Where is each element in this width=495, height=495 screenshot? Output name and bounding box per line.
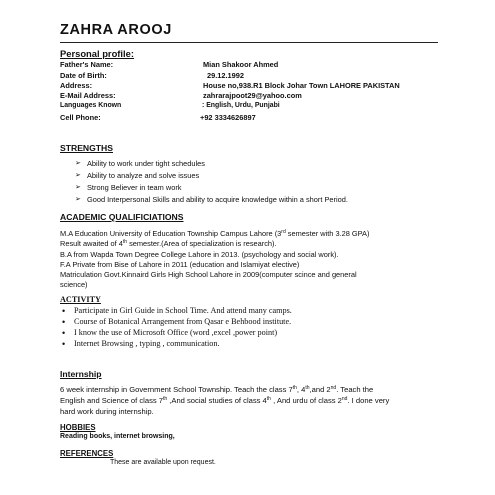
activity-item: Participate in Girl Guide in School Time. And attend many camps. xyxy=(74,306,292,315)
strengths-heading: STRENGTHS xyxy=(60,143,113,153)
activity-heading: ACTIVITY xyxy=(60,295,101,304)
personal-profile-heading: Personal profile: xyxy=(60,48,134,59)
internship-line: hard work during internship. xyxy=(60,407,154,416)
academic-line: M.A Education University of Education Township Campus Lahore (3rd semester with 3.28 GPA) xyxy=(60,229,370,238)
activity-item: Internet Browsing , typing , communication. xyxy=(74,339,220,348)
dot-bullet-icon: • xyxy=(62,339,66,349)
address-label: Address: xyxy=(60,81,93,90)
references-text: These are available upon request. xyxy=(110,459,216,466)
academic-line: Result awaited of 4th semester.(Area of specialization is research). xyxy=(60,239,277,248)
academic-line: science) xyxy=(60,280,88,289)
hobbies-heading: HOBBIES xyxy=(60,423,96,432)
activity-item: I know the use of Microsoft Office (word ,excel ,power point) xyxy=(74,328,278,337)
languages-value: : English, Urdu, Punjabi xyxy=(202,102,280,109)
cell-phone-value: +92 3334626897 xyxy=(200,113,256,122)
cell-phone-label: Cell Phone: xyxy=(60,113,101,122)
academic-line: Matriculation Govt.Kinnaird Girls High School Lahore in 2009(computer scince and general xyxy=(60,270,357,279)
strength-item: Ability to work under tight schedules xyxy=(87,159,205,168)
academic-heading: ACADEMIC QUALIFICIATIONS xyxy=(60,212,184,222)
arrow-bullet-icon: ➢ xyxy=(75,160,81,167)
languages-label: Languages Known xyxy=(60,102,122,109)
dot-bullet-icon: • xyxy=(62,306,66,316)
internship-line: 6 week internship in Government School Township. Teach the class 7th, 4th,and 2nd. Teach the xyxy=(60,385,374,394)
dot-bullet-icon: • xyxy=(62,328,66,338)
email-value: zahrarajpoot29@yahoo.com xyxy=(203,91,302,100)
dot-bullet-icon: • xyxy=(62,317,66,327)
arrow-bullet-icon: ➢ xyxy=(75,184,81,191)
dob-value: 29.12.1992 xyxy=(207,71,244,80)
academic-line: B.A from Wapda Town Degree College Lahore in 2013. (psychology and social work). xyxy=(60,250,339,259)
internship-heading: Internship xyxy=(60,369,102,379)
activity-item: Course of Botanical Arrangement from Qasar e Behbood institute. xyxy=(74,317,292,326)
arrow-bullet-icon: ➢ xyxy=(75,172,81,179)
title-divider xyxy=(60,42,438,43)
strength-item: Strong Believer in team work xyxy=(87,183,182,192)
dob-label: Date of Birth: xyxy=(60,71,107,80)
hobbies-text: Reading books, internet browsing, xyxy=(60,433,175,440)
arrow-bullet-icon: ➢ xyxy=(75,196,81,203)
email-label: E-Mail Address: xyxy=(60,91,116,100)
strength-item: Ability to analyze and solve issues xyxy=(87,171,200,180)
fathers-name-label: Father's Name: xyxy=(60,60,114,69)
candidate-name: ZAHRA AROOJ xyxy=(60,22,172,38)
references-heading: REFERENCES xyxy=(60,449,114,458)
academic-line: F.A Private from Bise of Lahore in 2011 (education and Islamiyat elective) xyxy=(60,260,300,269)
fathers-name-value: Mian Shakoor Ahmed xyxy=(203,60,279,69)
address-value: House no,938.R1 Block Johar Town LAHORE PAKISTAN xyxy=(203,81,400,90)
strength-item: Good Interpersonal Skills and ability to acquire knowledge within a short Period. xyxy=(87,195,348,204)
internship-line: English and Science of class 7th ,And social studies of class 4th , And urdu of class 2nd. I done very xyxy=(60,396,390,405)
